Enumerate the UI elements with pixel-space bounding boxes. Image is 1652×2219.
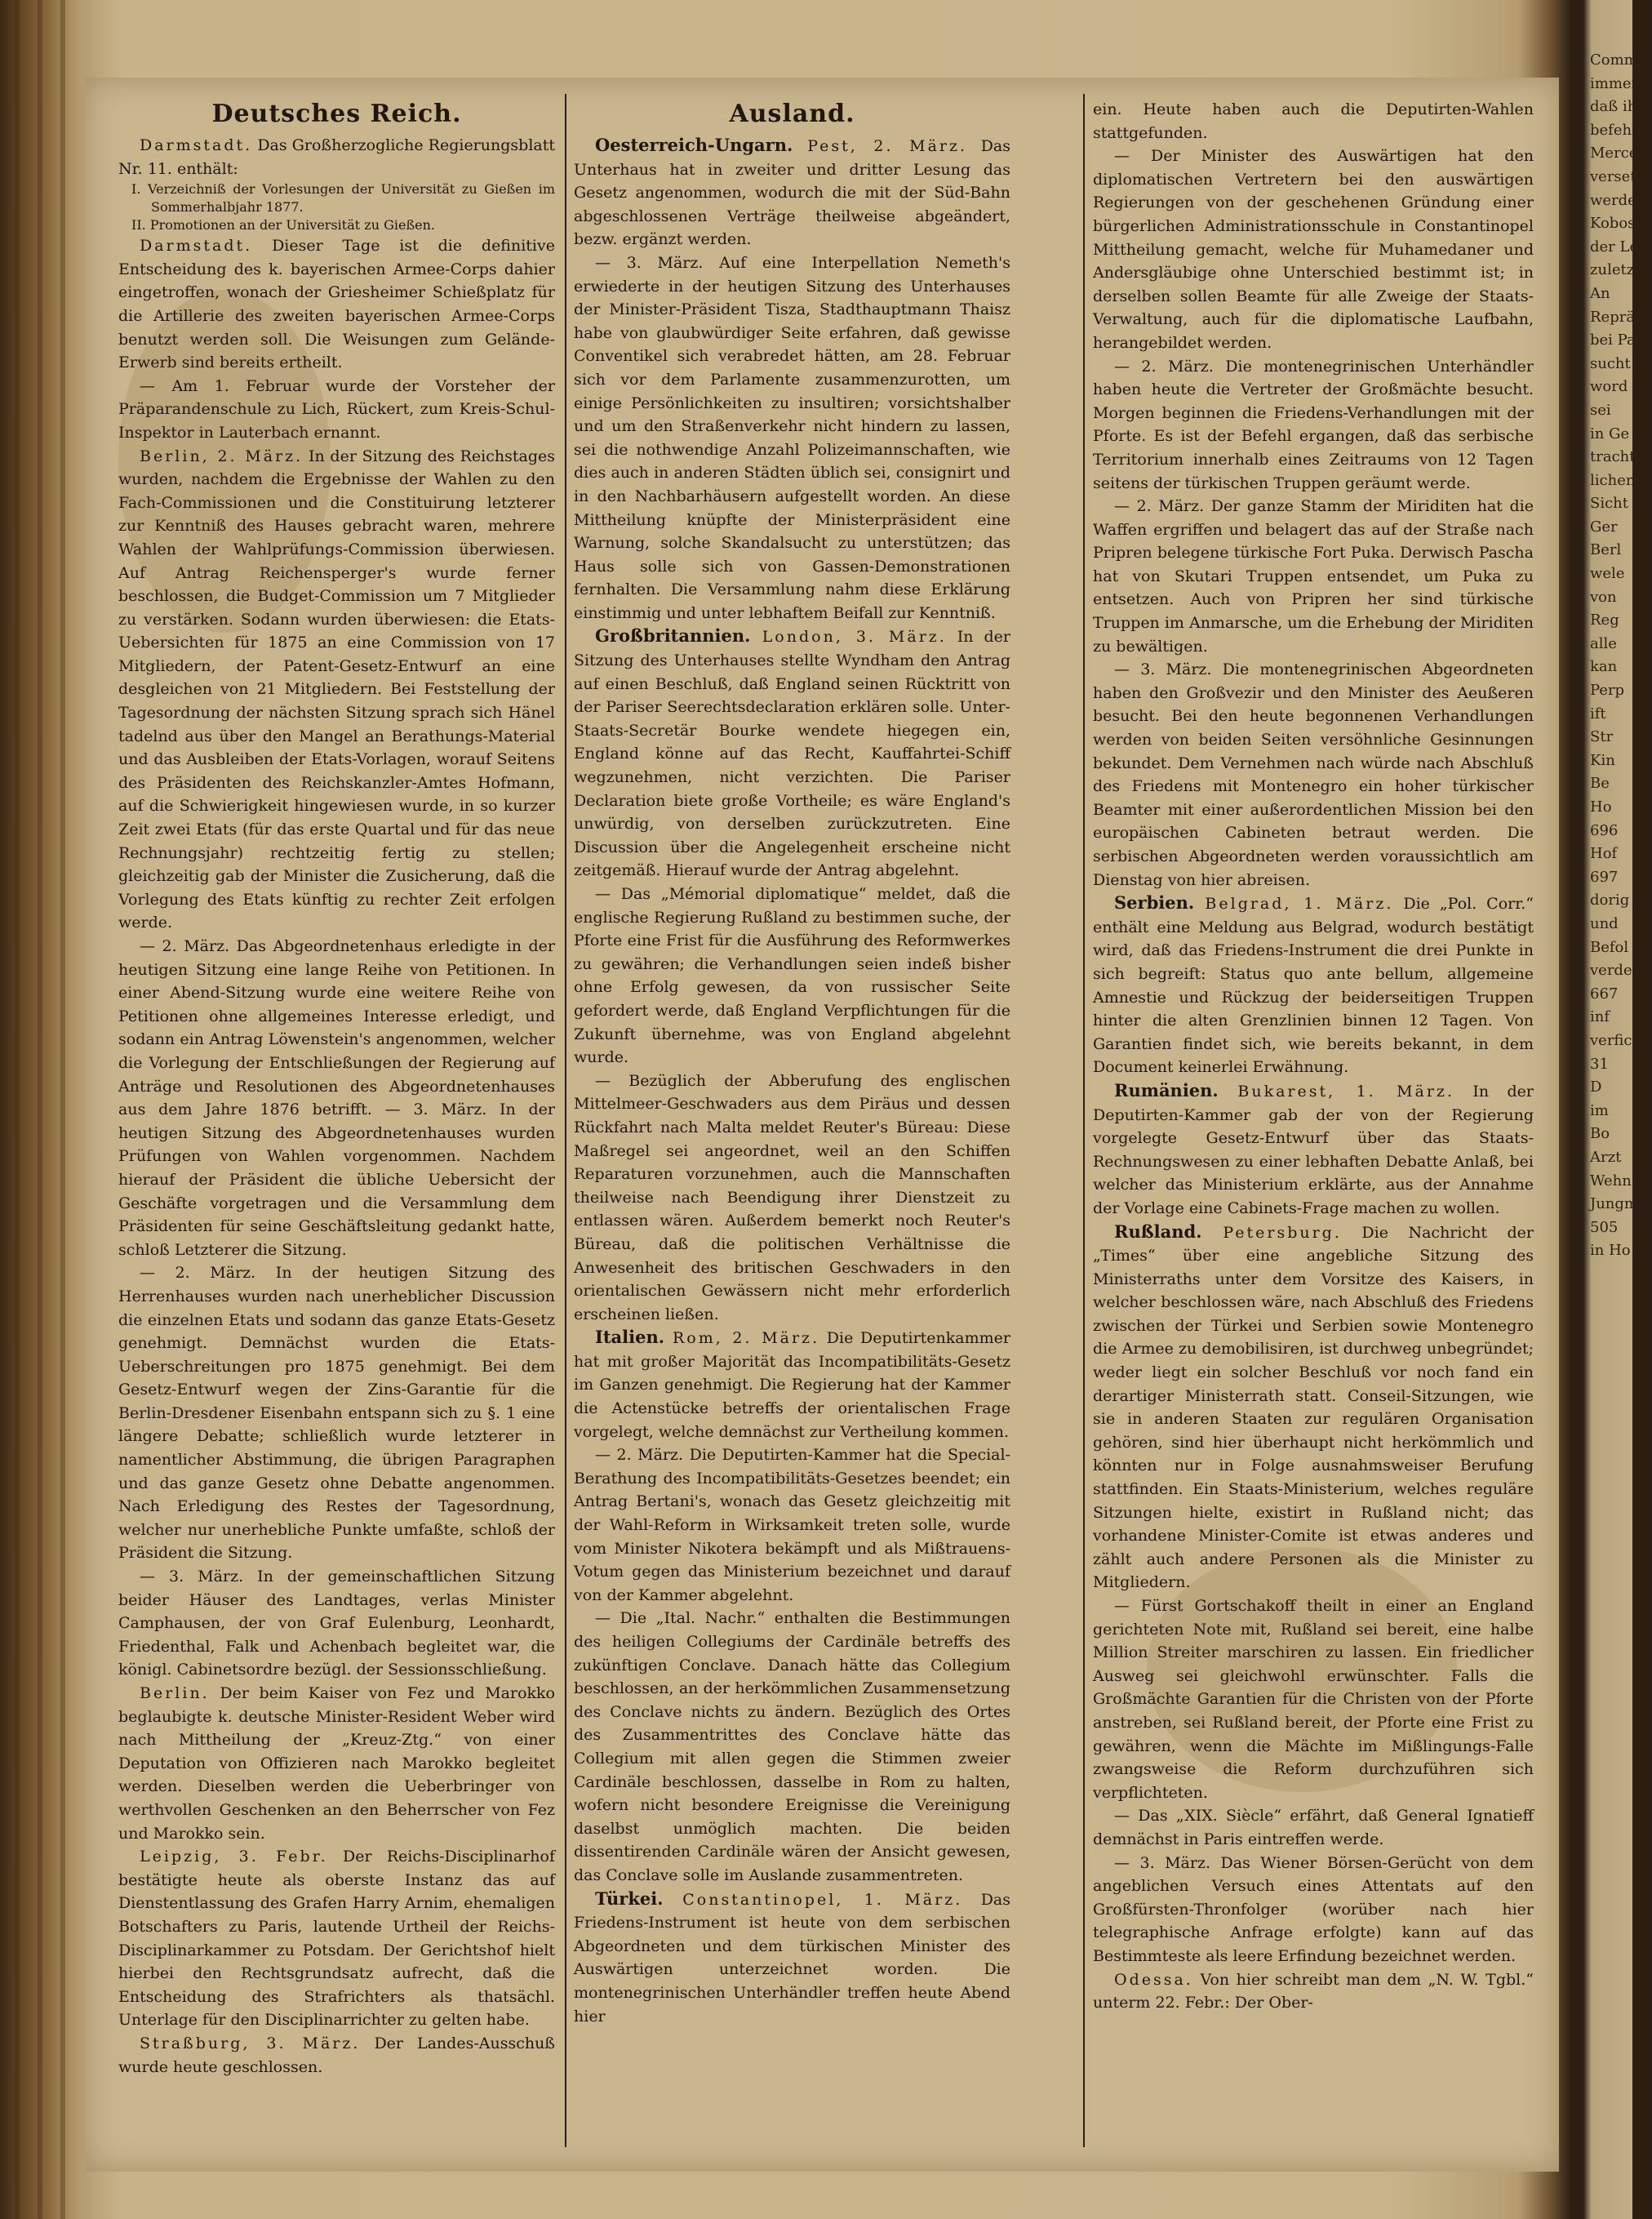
dateline: Leipzig, 3. Febr.	[140, 1848, 328, 1866]
article-paragraph	[1093, 658, 1534, 892]
page-stack-edge	[60, 0, 65, 2219]
next-page-fragment: zuletzt	[1590, 261, 1641, 279]
next-page-fragment: im	[1590, 1101, 1609, 1119]
next-page-fragment: bei Pa	[1590, 331, 1636, 349]
section-heading: Ausland.	[729, 100, 855, 128]
next-page-fragment: word	[1590, 378, 1628, 396]
article-text: In der Sitzung des Reichstages wurden, nachdem die Ergebnisse der Wahlen zu den Fach-Commissionen und die Constituirung letzterer zur Kenntniß des Hauses gebracht waren, mehrere Wahlen der Wahlprüfungs-Commission überwiesen. Auf Antrag Reichensperger's wurde ferner beschlossen, die Budget-Commission um 7 Mitglieder zu verstärken. Sodann wurden überwiesen: die Etats-Uebersichten für 1875 an eine Commission von 17 Mitgliedern, der Patent-Gesetz-Entwurf an eine desgleichen von 21 Mitgliedern. Bei Feststellung der Tagesordnung der nächsten Sitzung sprach sich Hänel tadelnd aus über den Mangel an Berathungs-Material und das Ausbleiben der Etats-Vorlagen, worauf Seitens des Präsidenten des Reichskanzler-Amtes Hofmann, auf die Schwierigkeit hingewiesen wurde, in so kurzer Zeit zwei Etats (für das erste Quartal und für das neue Rechnungsjahr) rechtzeitig fertig zu stellen; gleichzeitig gab der Minister die Zusicherung, daß die Vorlegung des Etats künftig zu rechter Zeit erfolgen werde.	[118, 447, 555, 932]
next-page-fragment: 697	[1590, 868, 1619, 886]
next-page-fragment: Perp	[1590, 682, 1625, 700]
dateline: Darmstadt.	[140, 237, 253, 256]
article-paragraph	[118, 1682, 555, 1845]
article-text: — 3. März. Auf eine Interpellation Nemeth's erwiederte in der heutigen Sitzung des Unterhauses der Minister-Präsident Tisza, Stadthauptmann Thaisz habe von glaubwürdiger Seite erfahren, daß gewisse Conventikel sich verabredet hätten, am 28. Februar sich vor dem Parlamente zusammenzurotten, um einige Persönlichkeiten zu insultiren; vorsichtshalber und um den Straßenverkehr nicht hindern zu lassen, sei die nothwendige Anzahl Polizeimannschaften, wie dies auch in anderen Städten üblich sei, consignirt und in den Nachbarhäusern aufgestellt worden. An diese Mittheilung knüpfte der Ministerpräsident eine Warnung, solche Skandalsucht zu unterstützen; das Haus solle sich von Gassen-Demonstrationen fernhalten. Die Versammlung nahm diese Erklärung einstimmig und unter lebhaftem Beifall zur Kenntniß.	[574, 253, 1010, 622]
next-page-fragment: 667	[1590, 985, 1619, 1003]
article-text: — Bezüglich der Abberufung des englischen Mittelmeer-Geschwaders aus dem Piräus und dessen Rückfahrt nach Malta meldet Reuter's Büreau: Diese Maßregel sei angeordnet, weil an den Schiffen Reparaturen vorzunehmen, auch die Mannschaften theilweise nach Beendigung ihrer Dienstzeit zu entlassen wären. Außerdem bemerkt noch Reuter's Büreau, daß die politischen Verhältnisse die Anwesenheit des britischen Geschwaders in den orientalischen Gewässern nicht mehr erforderlich erscheinen ließen.	[574, 1071, 1010, 1323]
article-list	[118, 134, 555, 2079]
article-paragraph	[1093, 495, 1534, 658]
next-page-fragment: und	[1590, 914, 1619, 932]
country-heading: Serbien.	[1114, 892, 1206, 914]
next-page-fragment: tracht	[1590, 448, 1636, 466]
article-text: — 3. März. Die montenegrinischen Abgeordneten haben den Großvezir und den Minister des Aeußeren besucht. Bei den heute begonnenen Verhandlungen werden von beiden Seiten versöhnliche Gesinnungen bekundet. Dem Vernehmen nach würde nach Abschluß des Friedens mit Montenegro ein hoher türkischer Beamter mit einer außerordentlichen Mission bei den europäischen Cabineten betraut werden. Die serbischen Abgeordneten werden voraussichtlich am Dienstag von hier abreisen.	[1093, 660, 1534, 889]
next-page-fragment: sei	[1590, 401, 1611, 419]
next-page-fragment: 505	[1590, 1218, 1619, 1236]
article-text: In der Deputirten-Kammer gab der von der Regierung vorgelegte Gesetz-Entwurf über das Staats-Rechnungswesen zu einer lebhaften Debatte Anlaß, bei welcher das Ministerium erklärte, aus der Annahme der Vorlage eine Cabinets-Frage machen zu wollen.	[1093, 1082, 1534, 1217]
article-paragraph	[118, 445, 555, 935]
article-text: — 2. März. Die Deputirten-Kammer hat die Special-Berathung des Incompatibilitäts-Gesetzes beendet; ein Antrag Bertani's, wonach das Gesetz gleichzeitig mit der Wahl-Reform in Wirksamkeit treten solle, wurde vom Minister Nikotera bekämpft und als Mißtrauens-Votum gegen das Ministerium bezeichnet und darauf von der Kammer abgelehnt.	[574, 1446, 1010, 1604]
article-paragraph	[118, 1261, 555, 1565]
next-page-fragment: in Ho	[1590, 1242, 1631, 1260]
contents-list-item: II. Promotionen an der Universität zu Gießen.	[131, 217, 435, 233]
article-paragraph	[1093, 1804, 1534, 1851]
article-paragraph	[1093, 1968, 1534, 2015]
country-heading: Rußland.	[1114, 1221, 1223, 1242]
article-text: Der beim Kaiser von Fez und Marokko beglaubigte k. deutsche Minister-Resident Weber wird nach Mittheilung der „Kreuz-Ztg.“ von einer Deputation von Offizieren nach Marokko begleitet werden. Dieselben werden die Ueberbringer von werthvollen Geschenken an den Beherrscher von Fez und Marokko sein.	[118, 1684, 555, 1843]
dateline: Berlin, 2. März.	[140, 447, 304, 465]
next-page-fragment: alle	[1590, 634, 1617, 652]
article-text: Die „Pol. Corr.“ enthält eine Meldung aus Belgrad, wodurch bestätigt wird, daß das Friedens-Instrument die drei Punkte in sich begreift: Status quo ante bellum, allgemeine Amnestie und Rückzug der beiderseitigen Truppen hinter die alten Grenzlinien binnen 12 Tagen. Von Garantien findet sich, wie bereits bekannt, in dem Document keinerlei Erwähnung.	[1093, 895, 1534, 1077]
next-page-fragment: inf	[1590, 1008, 1610, 1026]
article-paragraph	[118, 134, 555, 180]
newspaper-page	[86, 78, 1559, 2172]
next-page-fragment: Jungm	[1590, 1195, 1638, 1213]
next-page-fragment: Sicht	[1590, 495, 1628, 513]
article-paragraph	[574, 134, 1010, 251]
page-stack-edge	[15, 0, 20, 2219]
article-paragraph	[1093, 1079, 1534, 1221]
article-text: Dieser Tage ist die definitive Entscheidung des k. bayerischen Armee-Corps dahier eingetroffen, wonach der Griesheimer Schießplatz für die Artillerie des zweiten bayerischen Armee-Corps benutzt werden soll. Die Weisungen zum Gelände-Erwerb sind bereits ertheilt.	[118, 237, 555, 372]
article-text: — Das „Mémorial diplomatique“ meldet, daß die englische Regierung Rußland zu bestimmen suche, der Pforte eine Frist für die Ausführung des Reformwerkes zu gewähren; die Verhandlungen seien indeß bisher ohne Erfolg gewesen, da von russischer Seite gefordert werde, daß England Verpflichtungen für die Zukunft übernehme, was von England abgelehnt wurde.	[574, 885, 1010, 1067]
article-text: — Das „XIX. Siècle“ erfährt, daß General Ignatieff demnächst in Paris eintreffen werde.	[1093, 1807, 1534, 1848]
article-text: — 3. März. Das Wiener Börsen-Gerücht von dem angeblichen Versuch eines Attentats auf den Großfürsten-Thronfolger (worüber nach hier telegraphische Anfrage erfolgte) kann auf das Bestimmteste als leere Erfindung bezeichnet werden.	[1093, 1853, 1534, 1965]
article-paragraph	[1093, 1852, 1534, 1968]
next-page-fragment: werden	[1590, 191, 1646, 209]
next-page-fragment: Wehn	[1590, 1172, 1632, 1190]
article-paragraph	[118, 2032, 555, 2079]
column-rule	[565, 94, 566, 2147]
column-ausland-continued	[1093, 98, 1534, 2155]
next-page-fragment: Ho	[1590, 798, 1612, 816]
article-text: Der Reichs-Disciplinarhof bestätigte heute als oberste Instanz das auf Dienstentlassung des Grafen Harry Arnim, ehemaligen Botschafters zu Paris, lautende Urtheil der Reichs-Disciplinarkammer zu Potsdam. Der Gerichtshof hielt hierbei den Rechtsgrundsatz aufrecht, daß die Entscheidung des Strafrichters als thatsächl. Unterlage für den Disciplinarrichter zu gelten habe.	[118, 1848, 555, 2030]
next-page-fragment: D	[1590, 1078, 1602, 1096]
article-paragraph	[1093, 98, 1534, 145]
page-stack-edge	[38, 0, 42, 2219]
article-text: — 2. März. Das Abgeordnetenhaus erledigte in der heutigen Sitzung eine lange Reihe von Petitionen. In einer Abend-Sitzung wurde eine weitere Reihe von Petitionen ohne allgemeines Interesse erledigt, und sodann ein Antrag Löwenstein's angenommen, welcher die Vorlegung der Entschließungen der Regierung auf Anträge und Resolutionen des Abgeordnetenhauses aus dem Jahre 1876 betrifft. — 3. März. In der heutigen Sitzung des Abgeordnetenhauses wurden Prüfungen von Wahlen vorgenommen. Nachdem hierauf der Präsident die übliche Uebersicht der Geschäfte vorgetragen und die Versammlung dem Präsidenten für seine Geschäftsleitung gedankt hatte, schloß Letzterer die Sitzung.	[118, 937, 555, 1259]
next-page-fragment: lichen	[1590, 471, 1636, 489]
next-page-fragment: 696	[1590, 821, 1619, 839]
dateline: Odessa.	[1114, 1970, 1193, 1989]
article-text: Das Friedens-Instrument ist heute von dem serbischen Abgeordneten und dem türkischen Minister des Auswärtigen unterzeichnet worden. Die montenegrinischen Unterhändler treffen heute Abend hier	[574, 1890, 1010, 2026]
next-page-fragment: Arzt	[1590, 1148, 1622, 1166]
article-text: Das Unterhaus hat in zweiter und dritter Lesung das Gesetz angenommen, wodurch die mit der Süd-Bahn abgeschlossenen Verträge theilweise abgeändert, bezw. ergänzt werden.	[574, 137, 1010, 249]
next-page-fragment: immer	[1590, 74, 1639, 92]
next-page-edge	[1590, 49, 1652, 2188]
next-page-fragment: befehl b	[1590, 121, 1651, 139]
column-deutsches-reich	[118, 98, 555, 2155]
next-page-fragment: Befol	[1590, 938, 1629, 956]
country-heading: Türkei.	[595, 1888, 683, 1909]
article-text: — Am 1. Februar wurde der Vorsteher der Präparandenschule zu Lich, Rückert, zum Kreis-Schul-Inspektor in Lauterbach ernannt.	[118, 376, 555, 442]
next-page-fragment: 31	[1590, 1055, 1609, 1073]
article-text: Der Landes-Ausschuß wurde heute geschlossen.	[118, 2034, 556, 2076]
article-list	[1093, 98, 1534, 2015]
article-paragraph	[574, 1443, 1010, 1607]
next-page-fragment: Berl	[1590, 541, 1622, 559]
dateline: Bukarest, 1. März.	[1237, 1082, 1454, 1101]
article-paragraph	[574, 1069, 1010, 1327]
next-page-fragment: Ger	[1590, 518, 1618, 536]
dateline: Darmstadt.	[140, 136, 253, 154]
country-heading: Rumänien.	[1114, 1079, 1238, 1101]
next-page-fragment: Be	[1590, 775, 1610, 793]
column-rule	[1083, 94, 1085, 2147]
article-text: — 2. März. In der heutigen Sitzung des Herrenhauses wurden nach unerheblicher Discussion die einzelnen Etats und sodann das ganze Etats-Gesetz genehmigt. Demnächst wurden die Etats-Ueberschreitungen pro 1875 genehmigt. Bei dem Gesetz-Entwurf wegen der Zins-Garantie für die Berlin-Dresdener Eisenbahn entspann sich zu §. 1 eine längere Debatte; schließlich wurde letzterer in namentlicher Abstimmung, die übrigen Paragraphen und das ganze Gesetz ohne Debatte angenommen. Nach Erledigung des Restes der Tagesordnung, welcher nur unerhebliche Punkte umfaßte, schloß der Präsident die Sitzung.	[118, 1264, 555, 1563]
article-text: — 3. März. In der gemeinschaftlichen Sitzung beider Häuser des Landtages, verlas Minister Camphausen, der von Graf Eulenburg, Leonhardt, Friedenthal, Falk und Achenbach begleitet war, die königl. Cabinetsordre bezügl. der Sessionsschließung.	[118, 1568, 555, 1679]
article-paragraph	[574, 1607, 1010, 1887]
article-paragraph	[118, 234, 555, 375]
next-page-fragment: wele	[1590, 565, 1625, 583]
next-page-fragment: kan	[1590, 658, 1618, 676]
next-page-fragment: ift	[1590, 705, 1606, 723]
next-page-fragment: in Ge	[1590, 425, 1630, 442]
next-page-fragment: verfich	[1590, 1031, 1642, 1049]
dateline: Pest, 2. März.	[807, 137, 968, 155]
next-page-fragment: daß ihm	[1590, 98, 1651, 116]
next-page-fragment: Bo	[1590, 1125, 1610, 1143]
column-ausland	[574, 98, 1010, 2155]
article-text: Von hier schreibt man dem „N. W. Tgbl.“ unterm 22. Febr.: Der Ober-	[1093, 1970, 1534, 2012]
dateline: Berlin.	[140, 1684, 210, 1702]
article-paragraph	[574, 883, 1010, 1069]
section-heading: Deutsches Reich.	[211, 100, 462, 128]
next-page-fragment: verde	[1590, 962, 1632, 980]
article-paragraph	[1093, 1594, 1534, 1804]
article-text: Die Nachricht der „Times“ über eine angebliche Sitzung des Ministerraths unter dem Vorsitze des Kaisers, in welcher beschlossen wäre, nach Abschluß des Friedens zwischen der Türkei und Serbien sowie Montenegro die Armee zu demobilisiren, ist durchweg unbegründet; weder liegt ein solcher Beschluß vor noch fand ein derartiger Ministerrath statt. Conseil-Sitzungen, wie sie in anderen Staaten zur regulären Organisation gehören, sind hier überhaupt nicht herkömmlich und könnten nur in Folge ausnahmsweiser Berufung stattfinden. Ein Staats-Ministerium, welches reguläre Sitzungen hielte, existirt in Rußland nicht; das vorhandene Minister-Comite ist etwas anderes und zählt auch andere Personen als die Minister zu Mitgliedern.	[1093, 1223, 1534, 1592]
next-page-fragment: Kin	[1590, 751, 1615, 769]
article-paragraph	[574, 1888, 1010, 2029]
next-page-fragment: Reprä	[1590, 308, 1636, 326]
article-paragraph	[118, 1565, 555, 1682]
article-paragraph	[118, 375, 555, 445]
country-heading: Großbritannien.	[595, 625, 762, 647]
next-page-fragment: der Lem	[1590, 238, 1652, 256]
dateline: Constantinopel, 1. März.	[682, 1890, 963, 1909]
article-text: ein. Heute haben auch die Deputirten-Wahlen stattgefunden.	[1093, 100, 1534, 142]
country-heading: Italien.	[595, 1327, 673, 1348]
dateline: Straßburg, 3. März.	[140, 2034, 361, 2052]
next-page-fragment: sucht	[1590, 354, 1631, 372]
next-page-fragment: versetzt	[1590, 167, 1650, 185]
dateline: Rom, 2. März.	[672, 1329, 820, 1348]
article-text: In der Sitzung des Unterhauses stellte Wyndham den Antrag auf einen Beschluß, daß England seinen Rücktritt von der Pariser Seerechtsdeclaration erklären solle. Unter-Staats-Secretär Bourke wendete hiegegen ein, England könne auf das Recht, Kauffahrtei-Schiff wegzunehmen, nicht verzichten. Die Pariser Declaration biete große Vortheile; es wäre England's unwürdig, von derselben zurückzutreten. Eine Discussion über die Angelegenheit erscheine nicht zeitgemäß. Hierauf wurde der Antrag abgelehnt.	[574, 628, 1010, 880]
country-heading: Oesterreich-Ungarn.	[595, 135, 808, 155]
next-page-fragment: Merces	[1590, 145, 1645, 162]
article-text: — Fürst Gortschakoff theilt in einer an England gerichteten Note mit, Rußland sei bereit, eine halbe Million Streiter marschiren zu lassen. Ein friedlicher Ausweg sei gleichwohl erwünschter. Falls die Großmächte Garantien für die Christen von der Pforte anstreben, sei Rußland bereit, der Pforte eine Frist zu gewähren, wenn die Mächte im Mißlingungs-Falle zwangsweise die Reform durchzuführen sich verpflichteten.	[1093, 1597, 1534, 1802]
dateline: Belgrad, 1. März.	[1205, 895, 1394, 914]
next-page-fragment: Comma	[1590, 51, 1647, 69]
contents-list-item: I. Verzeichniß der Vorlesungen der Universität zu Gießen im Sommerhalbjahr 1877.	[131, 181, 555, 216]
dateline: Petersburg.	[1223, 1223, 1342, 1242]
article-paragraph	[118, 935, 555, 1261]
article-text: — Die „Ital. Nachr.“ enthalten die Bestimmungen des heiligen Collegiums der Cardinäle betreffs des zukünftigen Conclave. Danach hätte das Collegium beschlossen, an der herkömmlichen Zusammensetzung des Conclave nichts zu ändern. Bezüglich des Ortes des Zusammentrittes des Conclave hätte das Collegium mit allen gegen die Stimmen zweier Cardinäle beschlossen, dasselbe in Rom zu halten, wofern nicht besondere Ereignisse die Vereinigung daselbst unmöglich machten. Die beiden dissentirenden Cardinäle wären der Ansicht gewesen, das Conclave solle im Auslande zusammentreten.	[574, 1609, 1010, 1884]
article-text: Das Großherzogliche Regierungsblatt Nr. 11. enthält:	[118, 136, 555, 178]
dateline: London, 3. März.	[762, 628, 947, 647]
article-text: — 2. März. Die montenegrinischen Unterhändler haben heute die Vertreter der Großmächte besucht. Morgen beginnen die Friedens-Verhandlungen mit der Pforte. Es ist der Befehl ergangen, daß das serbische Territorium innerhalb eines Zeitraums von 12 Tagen seitens der türkischen Truppen geräumt werde.	[1093, 357, 1534, 492]
article-paragraph	[1093, 1221, 1534, 1595]
next-page-fragment: Hof	[1590, 845, 1618, 863]
article-text: — 2. März. Der ganze Stamm der Miriditen hat die Waffen ergriffen und belagert das auf der Straße nach Pripren belegene türkische Fort Puka. Derwisch Pascha hat von Skutari Truppen entsendet, um Puka zu entsetzen. Auch von Pripren her sind türkische Truppen im Anmarsche, um die Erhebung der Miriditen zu bewältigen.	[1093, 497, 1534, 656]
next-page-fragment: von	[1590, 588, 1617, 606]
next-page-fragment: Kobos	[1590, 215, 1636, 233]
article-paragraph	[1093, 145, 1534, 354]
article-list	[574, 134, 1010, 2028]
article-paragraph	[1093, 892, 1534, 1079]
next-page-fragment: dorig	[1590, 892, 1630, 909]
next-page-fragment: Str	[1590, 728, 1614, 746]
next-page-fragment: An	[1590, 284, 1610, 302]
article-paragraph	[574, 625, 1010, 883]
contents-list	[118, 180, 555, 234]
article-text: Die Deputirtenkammer hat mit großer Majorität das Incompatibilitäts-Gesetz im Ganzen genehmigt. Die Regierung hat der Kammer die Actenstücke betreffs der orientalischen Frage vorgelegt, welche demnächst zur Vertheilung kommen.	[574, 1329, 1010, 1441]
next-page-fragment: Reg	[1590, 611, 1619, 629]
article-text: — Der Minister des Auswärtigen hat den diplomatischen Vertretern bei den auswärtigen Regierungen von der geschehenen Gründung einer bürgerlichen Administrationsschule in Constantinopel Mittheilung gemacht, welche für Muhamedaner und Andersgläubige ohne Unterschied bestimmt ist; in derselben sollen Beamte für alle Zweige der Staats-Verwaltung, auch für die diplomatische Laufbahn, herangebildet werden.	[1093, 147, 1534, 352]
article-paragraph	[574, 1326, 1010, 1443]
article-paragraph	[118, 1845, 555, 2032]
article-paragraph	[574, 251, 1010, 625]
article-paragraph	[1093, 355, 1534, 496]
